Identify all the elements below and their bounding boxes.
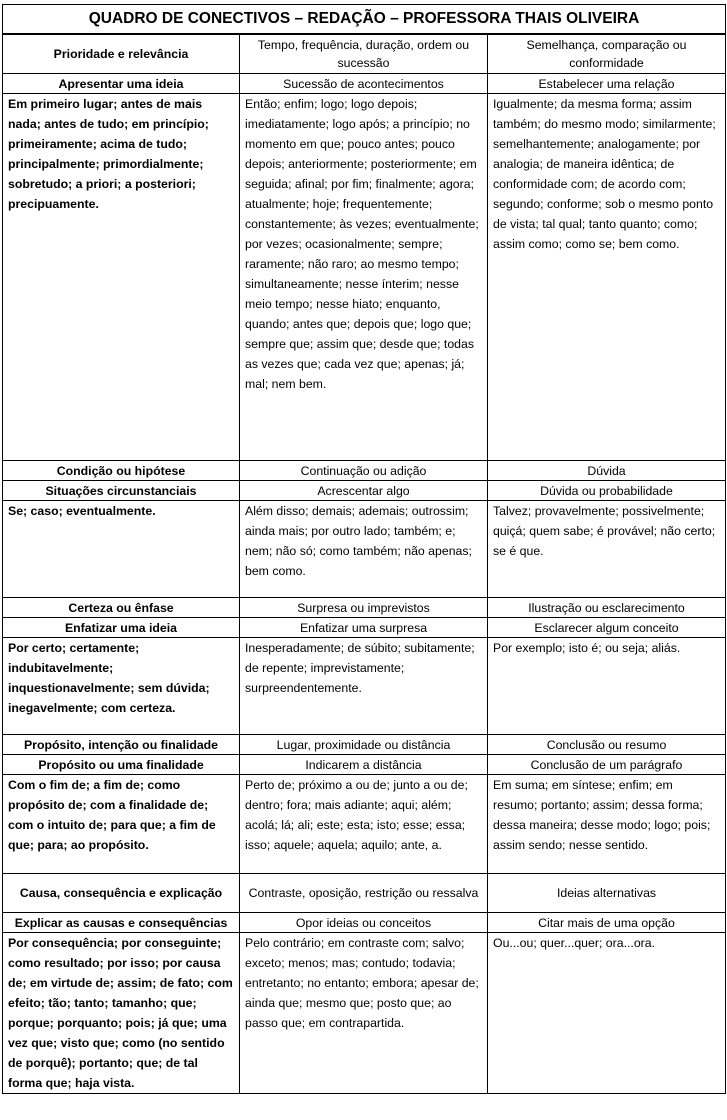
purpose-cell: Esclarecer algum conceito bbox=[488, 618, 726, 638]
category-cell: Surpresa ou imprevistos bbox=[240, 598, 488, 618]
purpose-row bbox=[3, 74, 726, 94]
category-cell: Certeza ou ênfase bbox=[3, 598, 240, 618]
category-cell: Condição ou hipótese bbox=[3, 461, 240, 481]
content-row bbox=[3, 933, 726, 1094]
content-cell: Igualmente; da mesma forma; assim também; do mesmo modo; similarmente; semelhantemente; analogamente; por analogia; de maneira idêntica; de conformidade com; de acordo com; segundo; conforme; sob o mesmo ponto de vista; tal qual; tanto quanto; como; assim como; como se; bem como. bbox=[488, 94, 726, 461]
category-cell: Continuação ou adição bbox=[240, 461, 488, 481]
title-row bbox=[3, 5, 726, 35]
content-cell: Se; caso; eventualmente. bbox=[3, 501, 240, 598]
category-row bbox=[3, 461, 726, 481]
category-cell: Semelhança, comparação ou conformidade bbox=[488, 34, 726, 74]
category-cell: Lugar, proximidade ou distância bbox=[240, 735, 488, 755]
purpose-cell: Citar mais de uma opção bbox=[488, 913, 726, 933]
purpose-row bbox=[3, 481, 726, 501]
category-row bbox=[3, 874, 726, 913]
category-row bbox=[3, 735, 726, 755]
content-cell: Por certo; certamente; indubitavelmente; inquestionavelmente; sem dúvida; inegavelmente; com certeza. bbox=[3, 638, 240, 735]
purpose-cell: Enfatizar uma ideia bbox=[3, 618, 240, 638]
purpose-cell: Enfatizar uma surpresa bbox=[240, 618, 488, 638]
content-cell: Ou...ou; quer...quer; ora...ora. bbox=[488, 933, 726, 1094]
purpose-cell: Propósito ou uma finalidade bbox=[3, 755, 240, 775]
purpose-row bbox=[3, 618, 726, 638]
content-cell: Com o fim de; a fim de; como propósito de; com a finalidade de; com o intuito de; para que; a fim de que; para; ao propósito. bbox=[3, 775, 240, 874]
purpose-cell: Explicar as causas e consequências bbox=[3, 913, 240, 933]
category-cell: Ideias alternativas bbox=[488, 874, 726, 913]
content-cell: Pelo contrário; em contraste com; salvo; exceto; menos; mas; contudo; todavia; entretanto; no entanto; embora; apesar de; ainda que; mesmo que; posto que; ao passo que; em contrapartida. bbox=[240, 933, 488, 1094]
purpose-cell: Indicarem a distância bbox=[240, 755, 488, 775]
content-cell: Então; enfim; logo; logo depois; imediatamente; logo após; a princípio; no momento em que; pouco antes; pouco depois; anteriormente; posteriormente; em seguida; afinal; por fim; finalmente; agora; atualmente; hoje; frequentemente; constantemente; às vezes; eventualmente; por vezes; ocasionalmente; sempre; raramente; não raro; ao mesmo tempo; simultaneamente; nesse ínterim; nesse meio tempo; nesse hiato; enquanto, quando; antes que; depois que; logo que; sempre que; assim que; desde que; todas as vezes que; cada vez que; apenas; já; mal; nem bem. bbox=[240, 94, 488, 461]
purpose-cell: Acrescentar algo bbox=[240, 481, 488, 501]
purpose-cell: Dúvida ou probabilidade bbox=[488, 481, 726, 501]
content-cell: Por consequência; por conseguinte; como resultado; por isso; por causa de; em virtude de; assim; de fato; com efeito; tão; tanto; tamanho; que; porque; porquanto; pois; já que; uma vez que; visto que; como (no sentido de porquê); portanto; que; de tal forma que; haja vista. bbox=[3, 933, 240, 1094]
content-row bbox=[3, 501, 726, 598]
category-row bbox=[3, 34, 726, 74]
content-cell: Em primeiro lugar; antes de mais nada; antes de tudo; em princípio; primeiramente; acima de tudo; principalmente; primordialmente; sobretudo; a priori; a posteriori; precipuamente. bbox=[3, 94, 240, 461]
category-cell: Prioridade e relevância bbox=[3, 34, 240, 74]
category-cell: Tempo, frequência, duração, ordem ou sucessão bbox=[240, 34, 488, 74]
content-cell: Inesperadamente; de súbito; subitamente; de repente; imprevistamente; surpreendentemente. bbox=[240, 638, 488, 735]
purpose-row bbox=[3, 913, 726, 933]
category-cell: Contraste, oposição, restrição ou ressalva bbox=[240, 874, 488, 913]
purpose-cell: Opor ideias ou conceitos bbox=[240, 913, 488, 933]
purpose-cell: Apresentar uma ideia bbox=[3, 74, 240, 94]
content-row bbox=[3, 94, 726, 461]
content-row bbox=[3, 638, 726, 735]
purpose-row bbox=[3, 755, 726, 775]
content-cell: Talvez; provavelmente; possivelmente; quiçá; quem sabe; é provável; não certo; se é que. bbox=[488, 501, 726, 598]
content-cell: Perto de; próximo a ou de; junto a ou de; dentro; fora; mais adiante; aqui; além; acolá; lá; ali; este; esta; isto; esse; essa; isso; aquele; aquela; aquilo; ante, a. bbox=[240, 775, 488, 874]
category-cell: Causa, consequência e explicação bbox=[3, 874, 240, 913]
category-cell: Dúvida bbox=[488, 461, 726, 481]
purpose-cell: Situações circunstanciais bbox=[3, 481, 240, 501]
content-cell: Por exemplo; isto é; ou seja; aliás. bbox=[488, 638, 726, 735]
content-cell: Em suma; em síntese; enfim; em resumo; portanto; assim; dessa forma; dessa maneira; desse modo; logo; pois; assim sendo; nesse sentido. bbox=[488, 775, 726, 874]
purpose-cell: Conclusão de um parágrafo bbox=[488, 755, 726, 775]
table-title: QUADRO DE CONECTIVOS – REDAÇÃO – PROFESSORA THAIS OLIVEIRA bbox=[3, 5, 726, 35]
purpose-cell: Estabelecer uma relação bbox=[488, 74, 726, 94]
purpose-cell: Sucessão de acontecimentos bbox=[240, 74, 488, 94]
connectives-table bbox=[2, 4, 726, 1094]
content-cell: Além disso; demais; ademais; outrossim; ainda mais; por outro lado; também; e; nem; não só; como também; não apenas; bem como. bbox=[240, 501, 488, 598]
category-row bbox=[3, 598, 726, 618]
category-cell: Ilustração ou esclarecimento bbox=[488, 598, 726, 618]
content-row bbox=[3, 775, 726, 874]
category-cell: Conclusão ou resumo bbox=[488, 735, 726, 755]
connectives-sheet bbox=[2, 4, 725, 1094]
category-cell: Propósito, intenção ou finalidade bbox=[3, 735, 240, 755]
